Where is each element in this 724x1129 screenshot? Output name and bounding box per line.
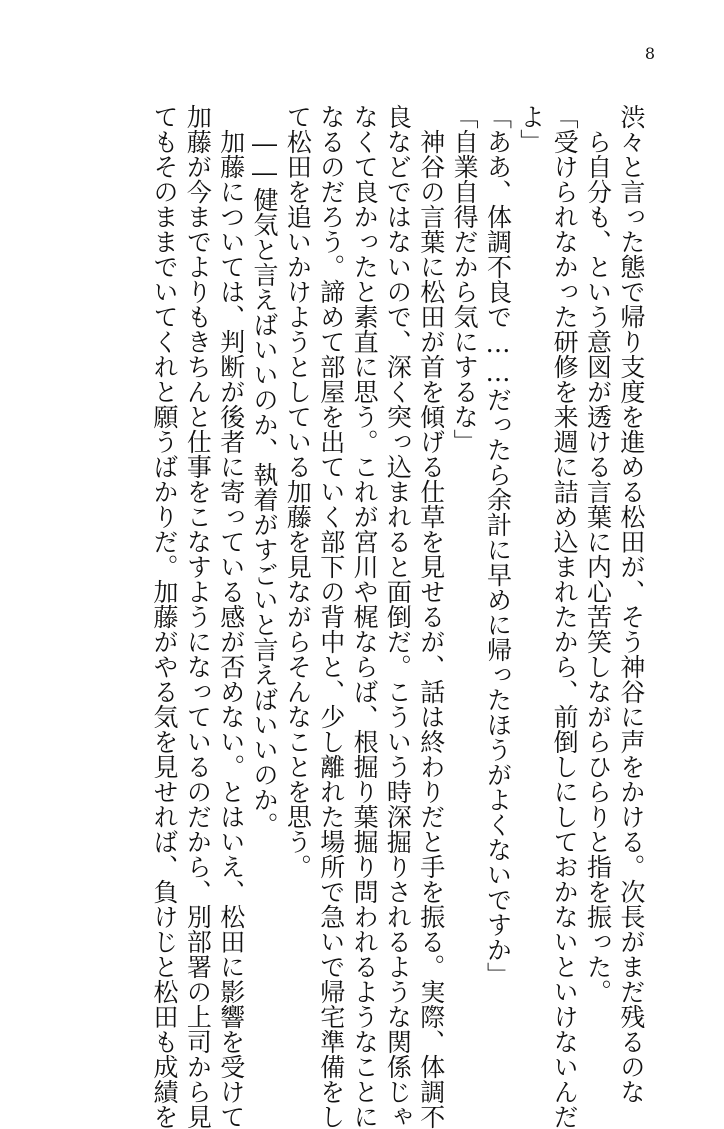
text-line: 「ああ、体調不良で……だったら余計に早めに帰ったほうがよくないですか」 [483,104,513,987]
text-line: 「自業自得だから気にするな」 [450,104,480,454]
text-line: ら自分も、という意図が透ける言葉に内心苦笑しながらひらりと指を振った。 [583,129,613,1004]
text-line: よ」 [516,104,546,154]
text-line: なるのだろう。諦めて部屋を出ていく部下の背中と、少し離れた場所で急いで帰宅準備をし [316,104,346,1129]
text-line: てもそのままでいてくれと願うばかりだ。加藤がやる気を見せれば、負けじと松田も成績を [150,104,179,1129]
text-line: 加藤が今までよりもきちんと仕事をこなすようになっているのだから、別部署の上司から見 [183,104,213,1129]
text-line: ――健気と言えばいいのか、執着がすごいと言えばいいのか。 [250,129,280,837]
text-line: 渋々と言った態で帰り支度を進める松田が、そう神谷に声をかける。次長がまだ残るのな [616,104,646,1104]
text-line: 良などではないので、深く突っ込まれると面倒だ。こういう時深掘りされるような関係じゃ [383,104,413,1129]
text-line: 神谷の言葉に松田が首を傾げる仕草を見せるが、話は終わりだと手を振る。実際、体調不 [416,129,446,1129]
page-number: 8 [644,44,656,63]
text-line: 加藤については、判断が後者に寄っている感が否めない。とはいえ、松田に影響を受けて [216,129,246,1129]
text-line: て松田を追いかけようとしている加藤を見ながらそんなことを思う。 [283,104,313,879]
text-line: なくて良かったと素直に思う。これが宮川や梶ならば、根掘り葉掘り問われるようなことに [350,104,380,1129]
body-text [150,104,646,1129]
text-line: 「受けられなかった研修を来週に詰め込まれたから、前倒しにしておかないといけないんだ [550,104,580,1129]
